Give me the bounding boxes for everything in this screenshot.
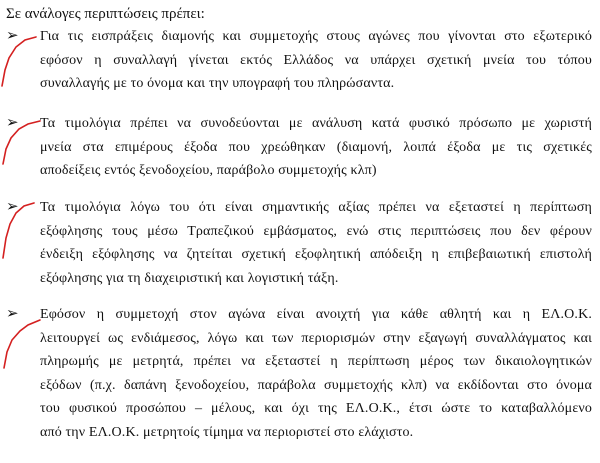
text-line: Τα τιμολόγια λόγω του ότι είναι σημαντικής αξίας πρέπει να εξεταστεί η περίπτωση — [40, 200, 592, 215]
bullet-text — [40, 25, 592, 96]
bullet-text — [40, 196, 592, 290]
text-line: συναλλαγής με το όνομα και την υπογραφή του πληρώσαντα. — [40, 76, 395, 91]
text-line: ένδειξη εξόφλησης να ζητείται σχετική εξοφλητική απόδειξη η επιβεβαιωτική επιστολή — [40, 247, 592, 262]
text-line: Για τις εισπράξεις διαμονής και συμμετοχής στους αγώνες που γίνονται στο εξωτερικό — [40, 29, 592, 44]
bullet-text — [40, 303, 592, 444]
arrow-bullet-icon: ➢ — [6, 26, 19, 44]
intro-heading: Σε ανάλογες περιπτώσεις πρέπει: — [6, 6, 205, 22]
text-line: Εφόσον η συμμετοχή στον αγώνα είναι ανοιχτή για κάθε αθλητή και η ΕΛ.Ο.Κ. — [40, 307, 592, 322]
text-line: Τα τιμολόγια πρέπει να συνοδεύονται με ανάλυση κατά φυσικό πρόσωπο με χωριστή — [40, 116, 592, 131]
text-line: αποδείξεις εντός ξενοδοχείου, παράβολο συμμετοχής κλπ) — [40, 163, 377, 178]
text-line: εξόφλησης για τη διαχειριστική και λογιστική τάξη. — [40, 270, 339, 286]
text-line: εξόφλησης τους μέσω Τραπεζικού εμβάσματος, ενώ στις περιπτώσεις που δεν φέρουν — [40, 223, 592, 239]
text-line: λειτουργεί ως ενδιάμεσος, λόγω και των περιορισμών στην εξαγωγή συναλλάγματος και — [40, 330, 592, 346]
text-line: από την ΕΛ.Ο.Κ. μετρητοίς τίμημα να περιοριστεί στο ελάχιστο. — [40, 424, 414, 440]
bullet-text — [40, 112, 592, 183]
text-line: πληρωμής με μετρητά, πρέπει να εξεταστεί η περίπτωση μέρος των δικαιολογητικών — [40, 354, 592, 369]
arrow-bullet-icon: ➢ — [6, 197, 19, 215]
arrow-bullet-icon: ➢ — [6, 113, 19, 131]
red-check-mark-icon — [4, 320, 40, 368]
text-line: εξόδων (π.χ. δαπάνη ξενοδοχείου, παράβολα συμμετοχής κλπ) να εκδίδονται στο όνομα — [40, 377, 592, 393]
arrow-bullet-icon: ➢ — [6, 304, 19, 322]
text-line: του φυσικού προσώπου – μέλους, και όχι της ΕΛ.Ο.Κ., έτσι ώστε το καταβαλλόμενο — [40, 401, 592, 416]
text-line: εφόσον η συναλλαγή γίνεται εκτός Ελλάδος να υπάρχει σχετική μνεία του τόπου — [40, 52, 592, 68]
text-line: μνεία στα επιμέρους έξοδα που χρεώθηκαν (διαμονή, λοιπά έξοδα με τις σχετικές — [40, 139, 592, 155]
